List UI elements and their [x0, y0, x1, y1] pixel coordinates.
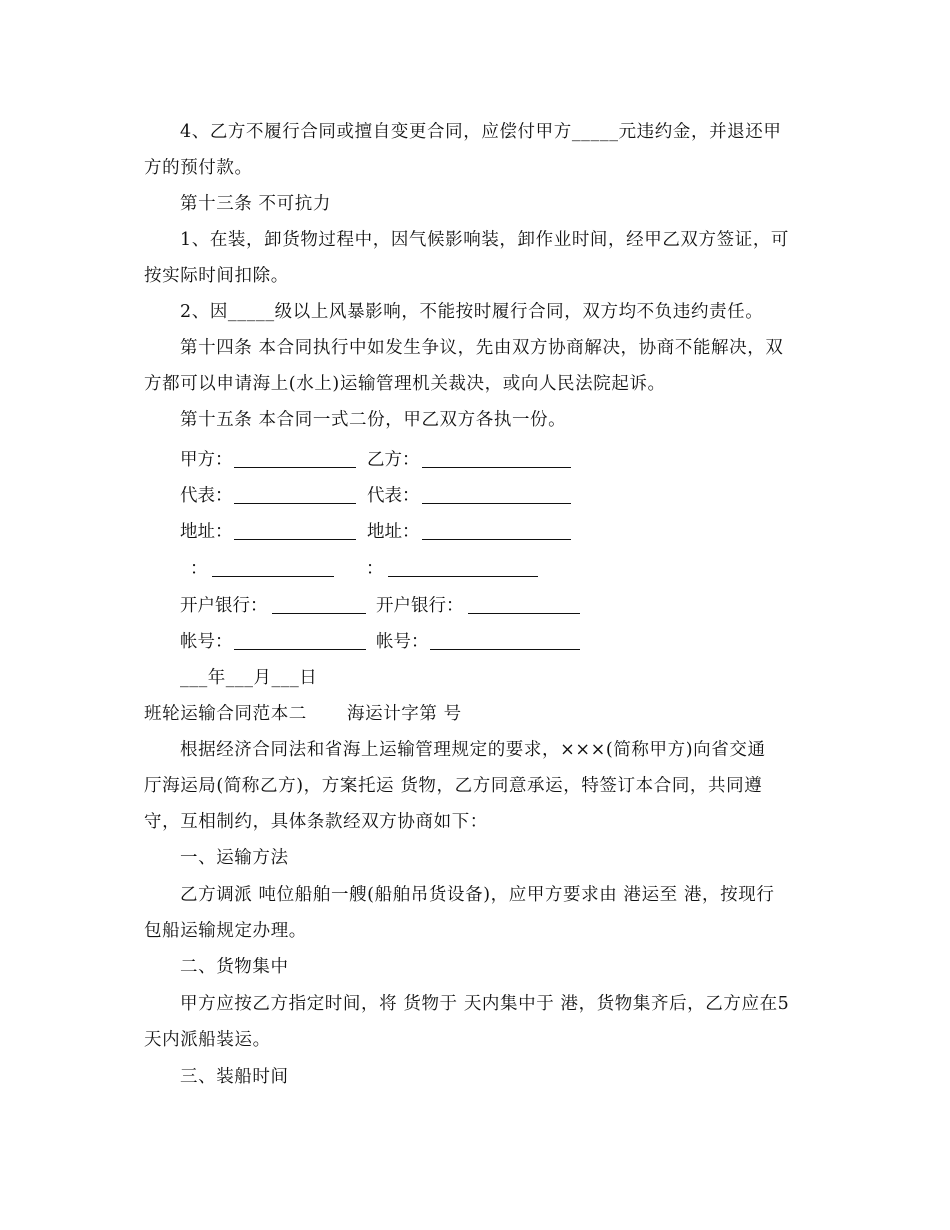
party-a-label: 甲方： — [180, 450, 233, 470]
address-a-blank — [234, 523, 356, 540]
field-b-blank — [388, 560, 538, 577]
contract-2-number: 海运计字第 号 — [347, 704, 462, 724]
account-a-label: 帐号： — [180, 632, 233, 652]
intro-line3: 守，互相制约，具体条款经双方协商如下： — [144, 812, 488, 832]
section-1-title: 一、运输方法 — [180, 848, 289, 868]
clause-12-4-line1: 4、乙方不履行合同或擅自变更合同，应偿付甲方_____元违约金，并退还甲 — [180, 122, 782, 142]
section-3-title: 三、装船时间 — [180, 1067, 289, 1087]
account-b-label: 帐号： — [376, 632, 429, 652]
field-b-colon: ： — [366, 559, 384, 579]
rep-b-label: 代表： — [367, 486, 420, 506]
intro-line1: 根据经济合同法和省海上运输管理规定的要求，×××(简称甲方)向省交通 — [180, 740, 766, 760]
clause-13-2: 2、因_____级以上风暴影响，不能按时履行合同，双方均不负违约责任。 — [180, 302, 764, 322]
article-15: 第十五条 本合同一式二份，甲乙双方各执一份。 — [180, 410, 567, 430]
section-1-line1: 乙方调派 吨位船舶一艘(船舶吊货设备)，应甲方要求由 港运至 港，按现行 — [180, 885, 775, 905]
clause-13-1-line1: 1、在装，卸货物过程中，因气候影响装，卸作业时间，经甲乙双方签证，可 — [180, 230, 790, 250]
article-14-line1: 第十四条 本合同执行中如发生争议，先由双方协商解决，协商不能解决，双 — [180, 338, 784, 358]
party-b-label: 乙方： — [367, 450, 420, 470]
party-a-blank — [234, 451, 356, 468]
field-a-colon: ： — [190, 559, 208, 579]
clause-13-1-line2: 按实际时间扣除。 — [144, 266, 289, 286]
article-14-line2: 方都可以申请海上(水上)运输管理机关裁决，或向人民法院起诉。 — [144, 374, 666, 394]
address-a-label: 地址： — [180, 522, 233, 542]
account-b-blank — [430, 633, 580, 650]
section-1-line2: 包船运输规定办理。 — [144, 921, 307, 941]
bank-a-blank — [272, 597, 366, 614]
bank-a-label: 开户银行： — [180, 596, 268, 616]
rep-a-blank — [234, 487, 356, 504]
rep-b-blank — [422, 487, 571, 504]
article-13-heading: 第十三条 不可抗力 — [180, 194, 331, 214]
rep-a-label: 代表： — [180, 486, 233, 506]
bank-b-blank — [468, 597, 580, 614]
section-2-line2: 天内派船装运。 — [144, 1030, 271, 1050]
address-b-blank — [422, 523, 571, 540]
party-b-blank — [422, 451, 571, 468]
clause-12-4-line2: 方的预付款。 — [144, 158, 253, 178]
section-2-title: 二、货物集中 — [180, 957, 289, 977]
address-b-label: 地址： — [367, 522, 420, 542]
section-2-line1: 甲方应按乙方指定时间，将 货物于 天内集中于 港，货物集齐后，乙方应在5 — [180, 994, 790, 1014]
field-a-blank — [212, 560, 334, 577]
contract-2-title: 班轮运输合同范本二 — [144, 704, 307, 724]
date-line: ___年___月___日 — [180, 668, 318, 688]
intro-line2: 厅海运局(简称乙方)，方案托运 货物，乙方同意承运，特签订本合同，共同遵 — [144, 776, 763, 796]
account-a-blank — [234, 633, 366, 650]
bank-b-label: 开户银行： — [376, 596, 464, 616]
